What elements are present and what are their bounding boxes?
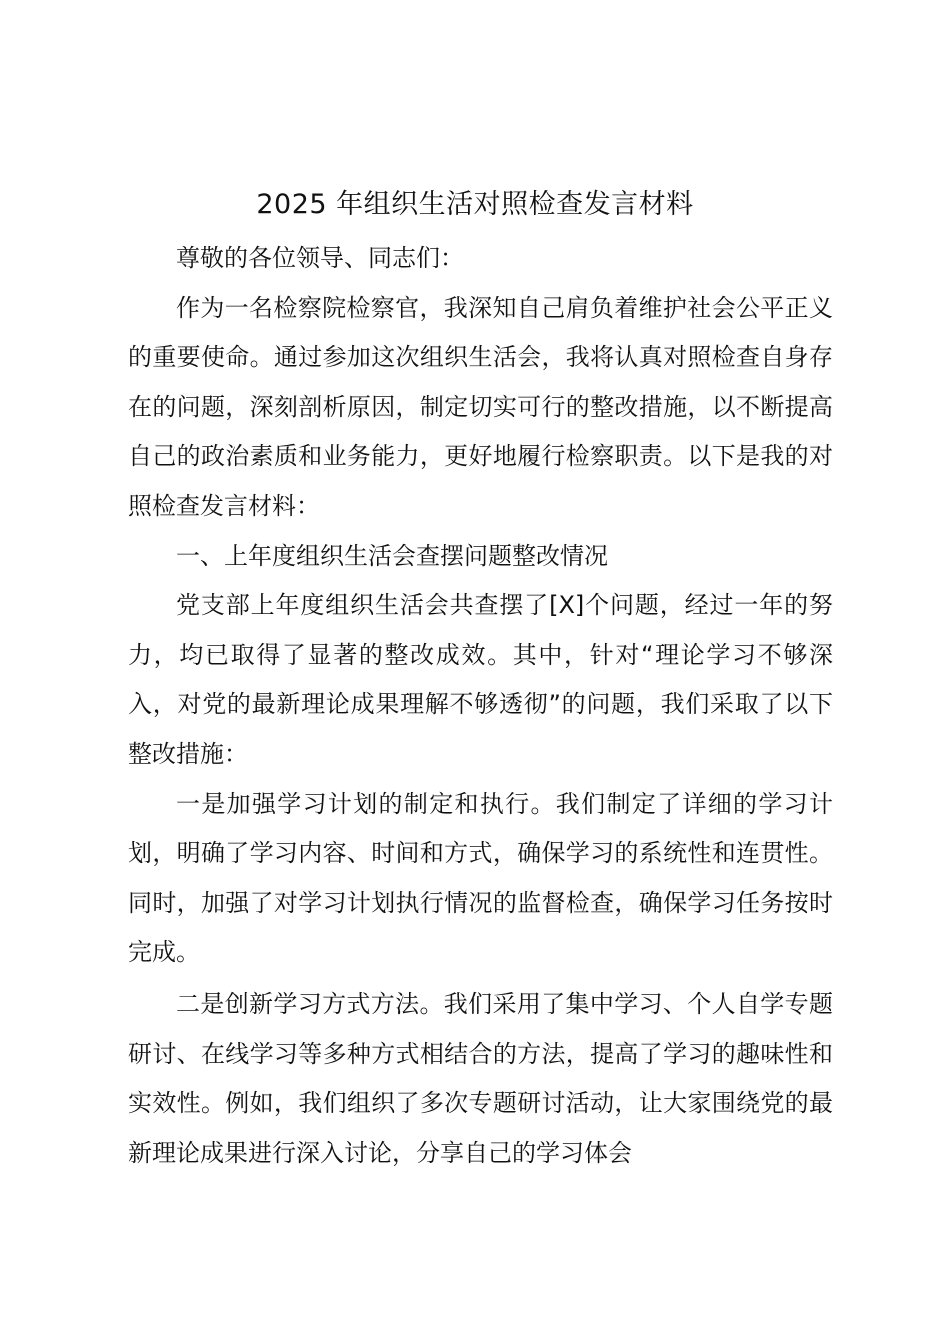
rectification-paragraph: 党支部上年度组织生活会共查摆了[X]个问题，经过一年的努力，均已取得了显著的整改成效。其中，针对“理论学习不够深入，对党的最新理论成果理解不够透彻”的问题，我们采取了以下整改措施： <box>128 591 833 768</box>
salutation-paragraph: 尊敬的各位领导、同志们： <box>176 244 464 272</box>
section-heading: 一、上年度组织生活会查摆问题整改情况 <box>176 541 608 570</box>
document-body <box>128 234 833 1178</box>
measure-one-paragraph: 一是加强学习计划的制定和执行。我们制定了详细的学习计划，明确了学习内容、时间和方式，确保学习的系统性和连贯性。同时，加强了对学习计划执行情况的监督检查，确保学习任务按时完成。 <box>128 789 833 967</box>
intro-paragraph: 作为一名检察院检察官，我深知自己肩负着维护社会公平正义的重要使命。通过参加这次组织生活会，我将认真对照检查自身存在的问题，深刻剖析原因，制定切实可行的整改措施，以不断提高自己的政治素质和业务能力，更好地履行检察职责。以下是我的对照检查发言材料： <box>128 293 833 520</box>
document-title: 2025 年组织生活对照检查发言材料 <box>256 189 694 220</box>
measure-two-paragraph: 二是创新学习方式方法。我们采用了集中学习、个人自学专题研讨、在线学习等多种方式相结合的方法，提高了学习的趣味性和实效性。例如，我们组织了多次专题研讨活动，让大家围绕党的最新理论成果进行深入讨论，分享自己的学习体会 <box>128 989 833 1167</box>
